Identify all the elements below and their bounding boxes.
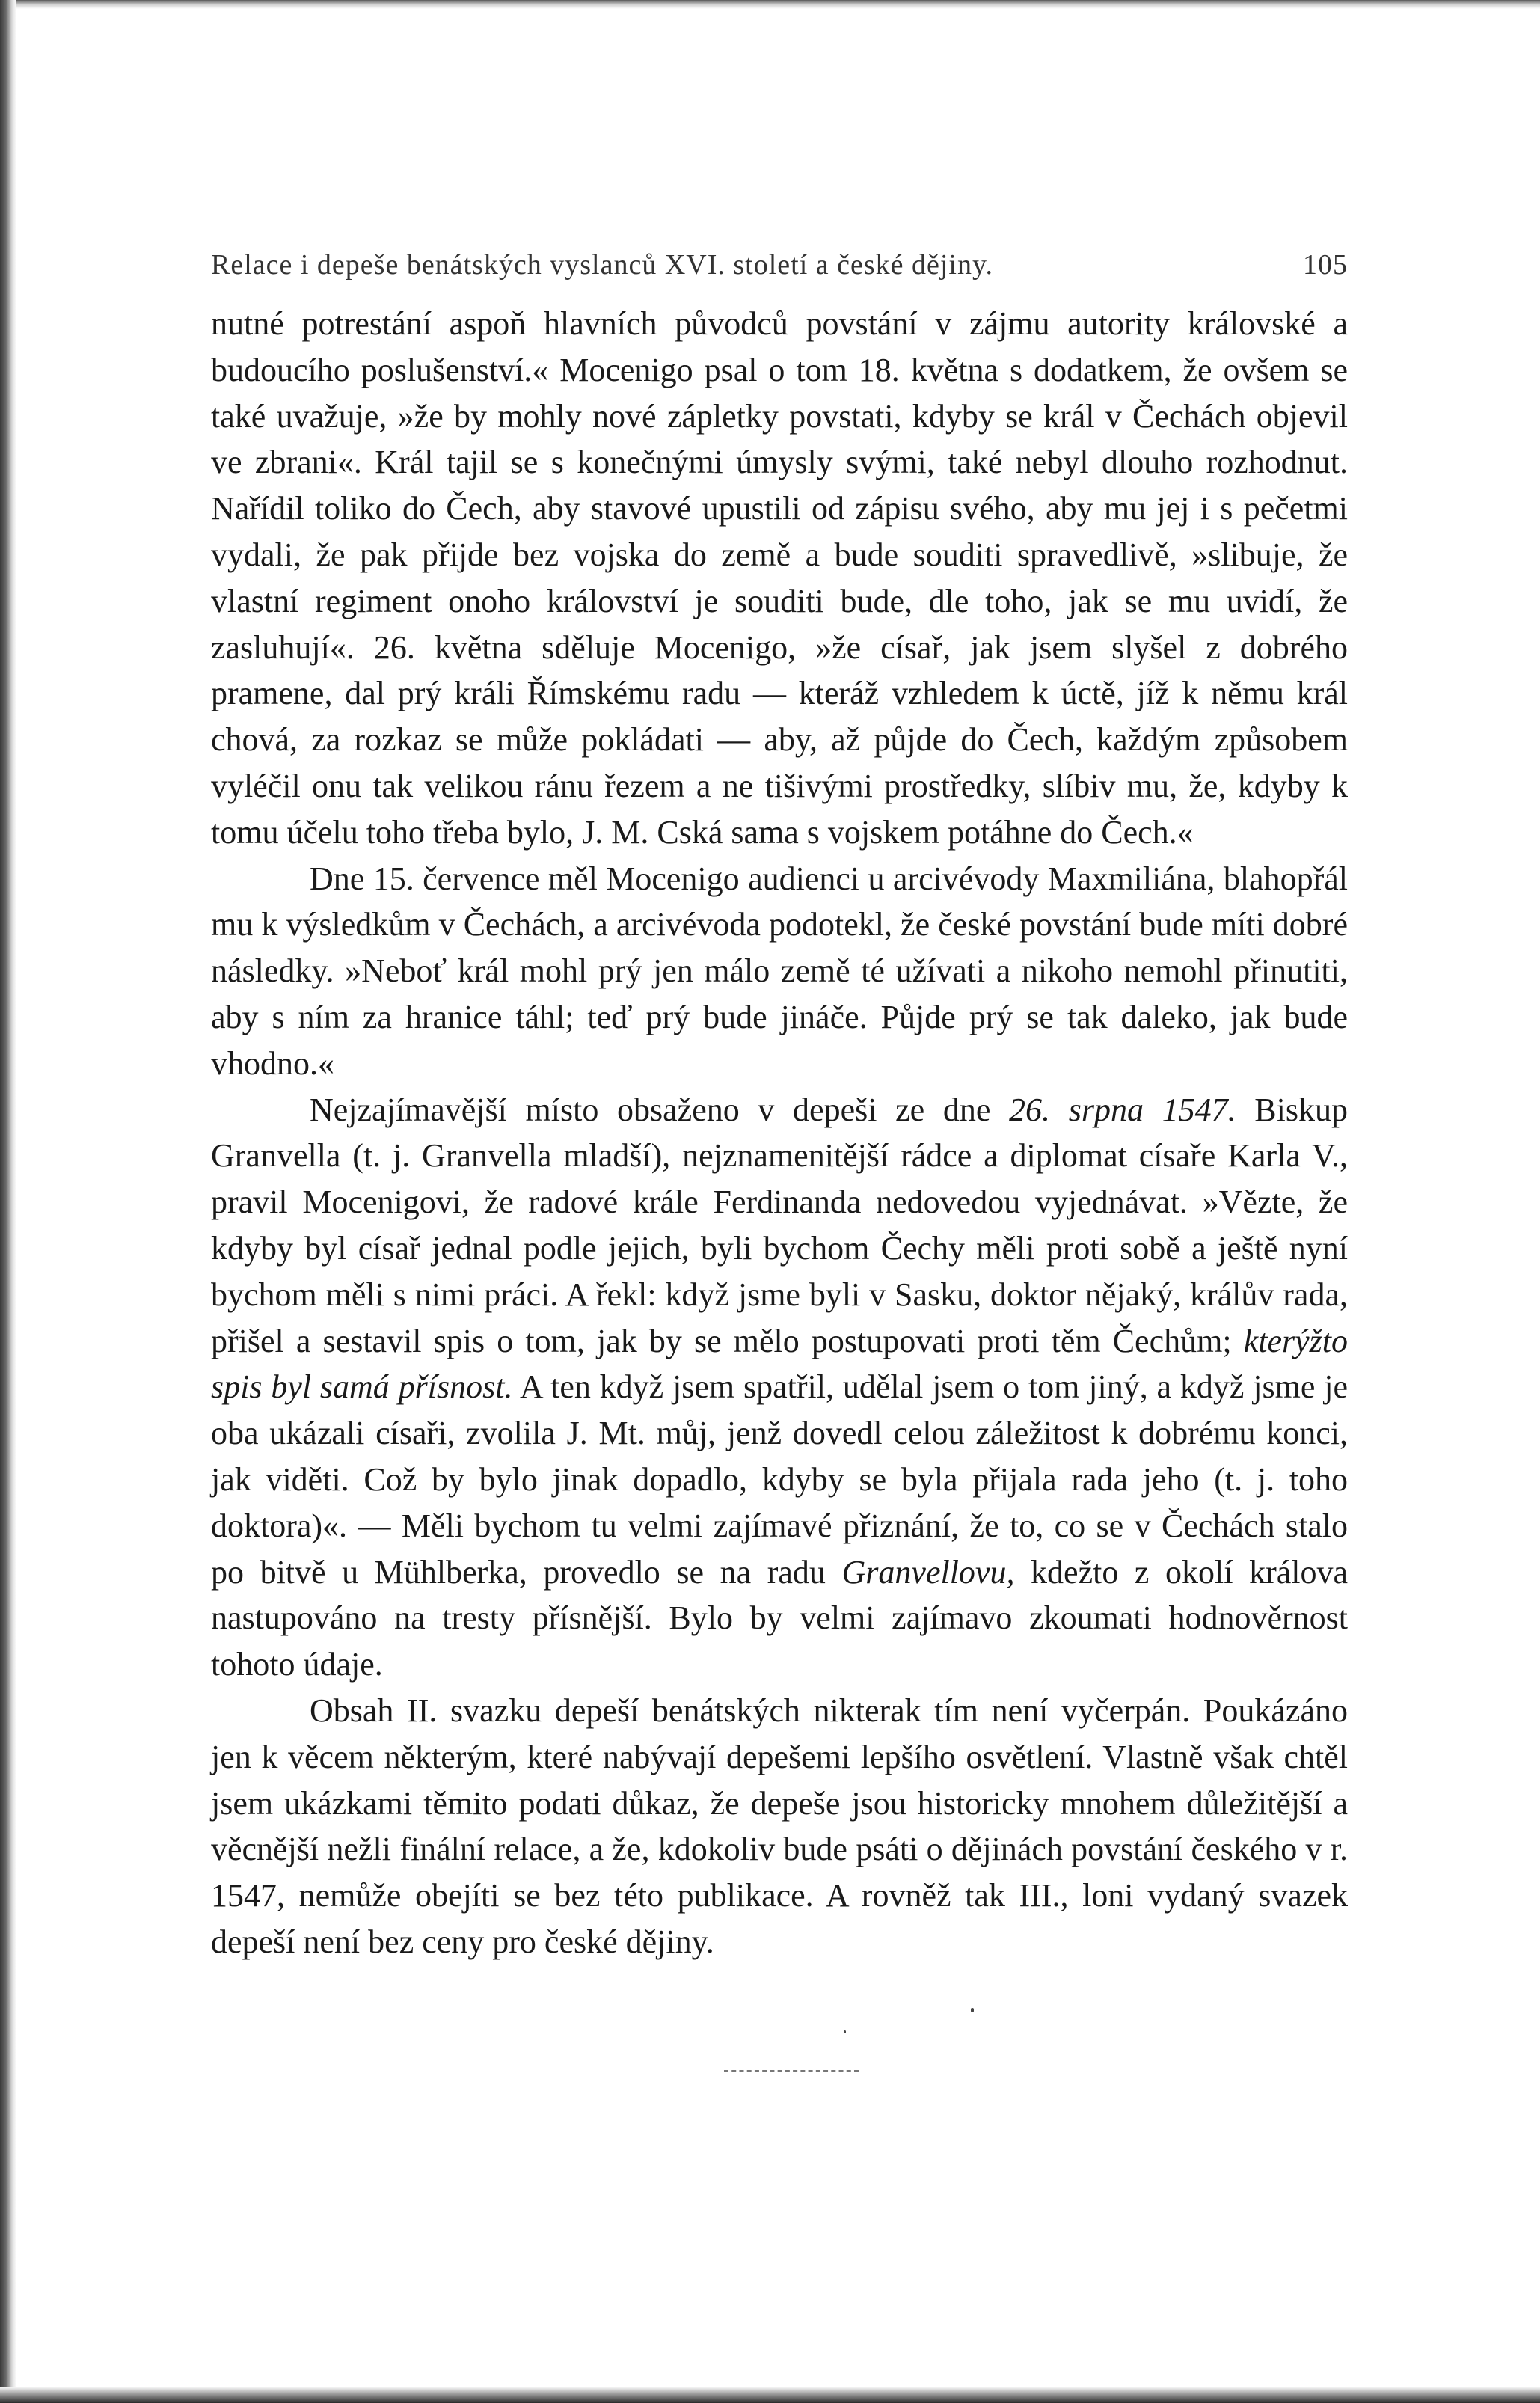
italic-quote: kterýžto spis byl samá přísnost. bbox=[211, 1322, 1348, 1406]
paragraph-3-middle: Biskup Granvella (t. j. Granvella mladší), nejznamenitější rádce a diplomat císaře Karla V., pravil Mocenigovi, že radové krále Ferdinanda nedovedou vyjednávat. »Vězte, že kdyby byl císař jednal podle jejich, byli bychom Čechy měli proti sobě a ještě nyní bychom měli s nimi práci. A řekl: když jsme byli v Sasku, doktor nějaký, králův rada, přišel a sestavil spis o tom, jak by se mělo postupovati proti těm Čechům; bbox=[211, 1091, 1348, 1359]
page-number: 105 bbox=[1303, 249, 1348, 281]
italic-name: Granvellovu, bbox=[841, 1553, 1015, 1591]
page-top-edge bbox=[0, 0, 1540, 9]
running-header bbox=[211, 248, 1348, 293]
print-speck bbox=[971, 2008, 974, 2012]
paragraph-3 bbox=[211, 1087, 1348, 1688]
body-text bbox=[211, 301, 1348, 1965]
paragraph-3-intro: Nejzajímavější místo obsaženo v depeši ze dne bbox=[310, 1091, 1010, 1128]
paragraph-1: nutné potrestání aspoň hlavních původců povstání v zájmu autority královské a budoucího poslušenství.« Mocenigo psal o tom 18. května s dodatkem, že ovšem se také uvažuje, »že by mohly nové zápletky povstati, kdyby se král v Čechách objevil ve zbrani«. Král tajil se s konečnými úmysly svými, také nebyl dlouho rozhodnut. Nařídil toliko do Čech, aby stavové upustili od zápisu svého, aby mu jej i s pečetmi vydali, že pak přijde bez vojska do země a bude souditi spravedlivě, »slibuje, že vlastní regiment onoho království je souditi bude, dle toho, jak se mu uvidí, že zasluhují«. 26. května sděluje Mocenigo, »že císař, jak jsem slyšel z dobrého pramene, dal prý králi Římskému radu — kteráž vzhledem k úctě, jíž k němu král chová, za rozkaz se může pokládati — aby, až půjde do Čech, každým způsobem vyléčil onu tak velikou ránu řezem a ne tišivými prostředky, slíbiv mu, že, kdyby k tomu účelu toho třeba bylo, J. M. Cská sama s vojskem potáhne do Čech.« bbox=[211, 305, 1348, 851]
closing-rule bbox=[724, 2070, 859, 2072]
print-speck bbox=[844, 2030, 846, 2033]
paragraph-3-continuation: A ten když jsem spatřil, udělal jsem o tom jiný, a když jsme je oba ukázali císaři, zvolila J. Mt. můj, jenž dovedl celou záležitost k dobrému konci, jak viděti. Což by bylo jinak dopadlo, kdyby se byla přijala rada jeho (t. j. toho doktora)«. — Měli bychom tu velmi zajímavé přiznání, že to, co se v Čechách stalo po bitvě u Mühlberka, provedlo se na radu bbox=[211, 1368, 1348, 1591]
paragraph-3-ending: kdežto z okolí králova nastupováno na tresty přísnější. Bylo by velmi zajímavo zkoumati hodnověrnost tohoto údaje. bbox=[211, 1553, 1348, 1683]
page-binding-edge bbox=[0, 0, 16, 2403]
paragraph-4: Obsah II. svazku depeší benátských nikterak tím není vyčerpán. Poukázáno jen k věcem některým, které nabývají depešemi lepšího osvětlení. Vlastně však chtěl jsem ukázkami těmito podati důkaz, že depeše jsou historicky mnohem důležitější a věcnější nežli finální relace, a že, kdokoliv bude psáti o dějinách povstání českého v r. 1547, nemůže obejíti se bez této publikace. A rovněž tak III., loni vydaný svazek depeší není bez ceny pro české dějiny. bbox=[211, 1692, 1348, 1960]
paragraph-2: Dne 15. července měl Mocenigo audienci u arcivévody Maxmiliána, blahopřál mu k výsledkům v Čechách, a arcivévoda podotekl, že české povstání bude míti dobré následky. »Neboť král mohl prý jen málo země té užívati a nikoho nemohl přinutiti, aby s ním za hranice táhl; teď prý bude jináče. Půjde prý se tak daleko, jak bude vhodno.« bbox=[211, 860, 1348, 1082]
depesha-date: 26. srpna 1547. bbox=[1009, 1091, 1236, 1128]
running-title: Relace i depeše benátských vyslanců XVI. století a české dějiny. bbox=[211, 249, 994, 281]
page-bottom-edge bbox=[0, 2387, 1540, 2403]
